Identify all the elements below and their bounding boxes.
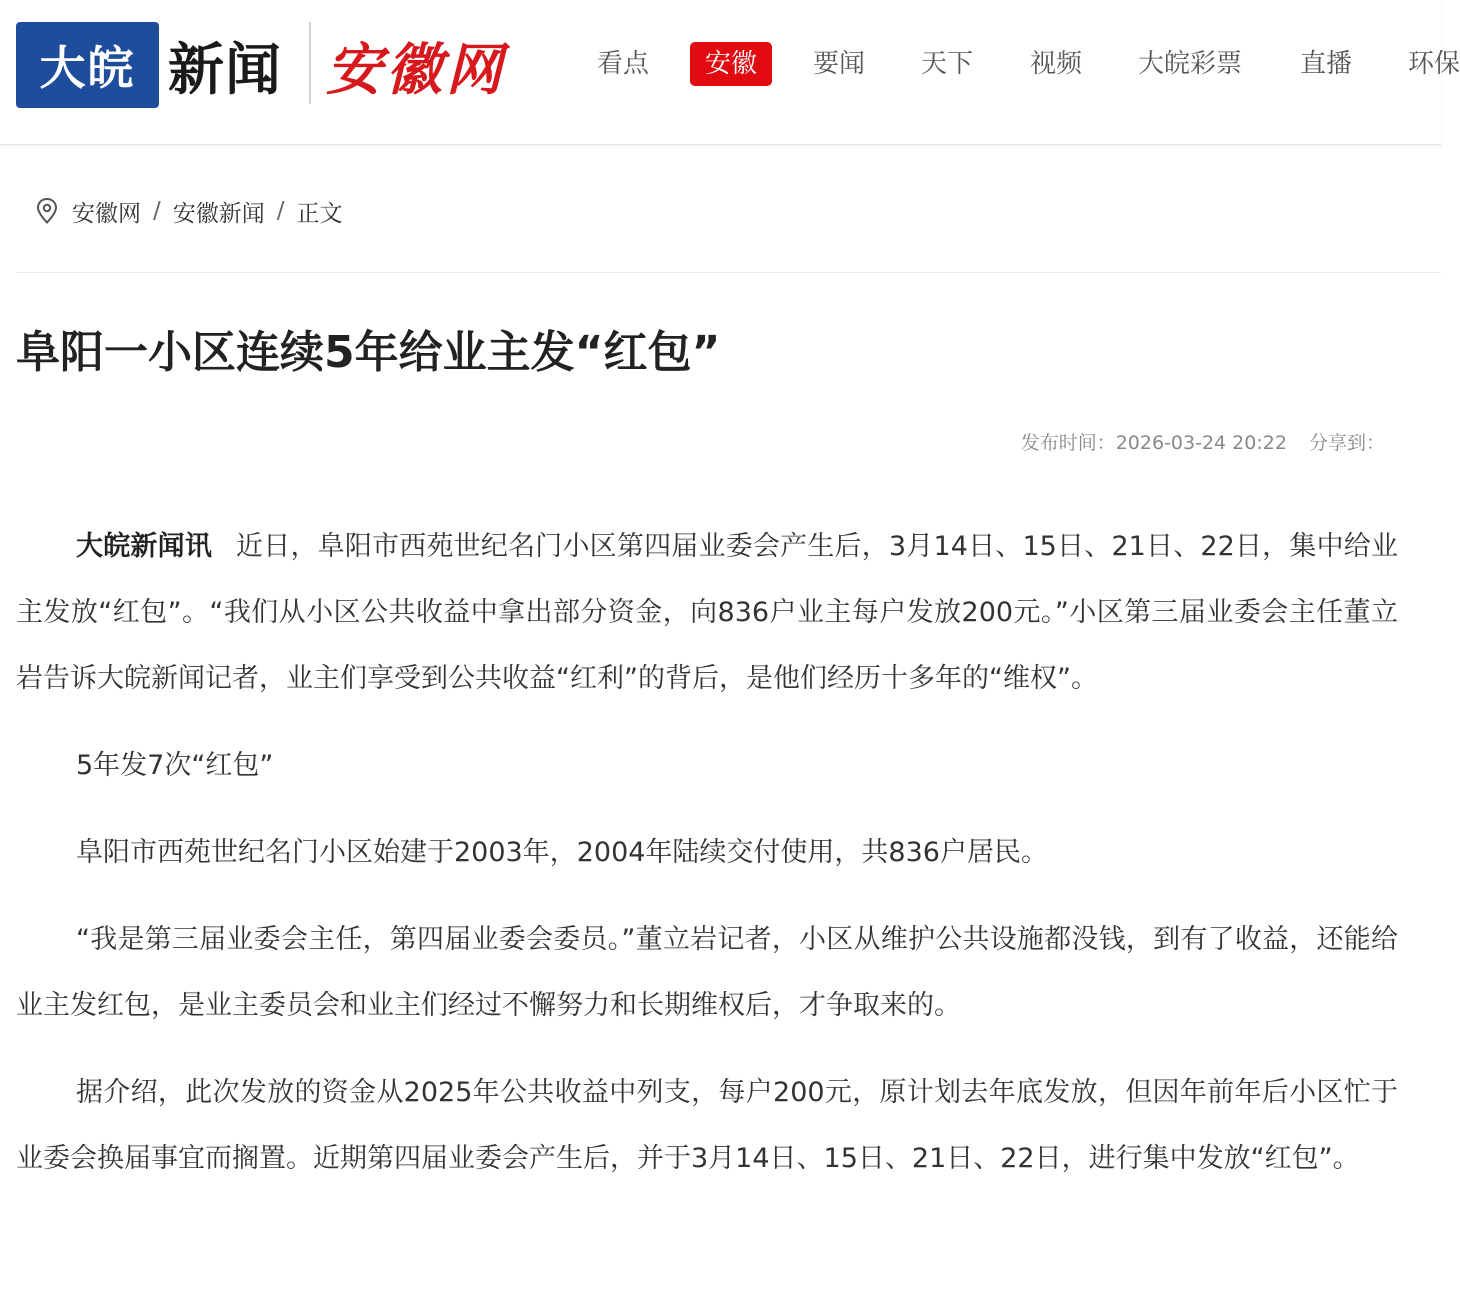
breadcrumb-home[interactable]: 安徽网 bbox=[72, 200, 141, 227]
location-pin-icon bbox=[36, 198, 58, 224]
paragraph-text: 近日，阜阳市西苑世纪名门小区第四届业委会产生后，3月14日、15日、21日、22日，集中给业主发放“红包”。“我们从小区公共收益中拿出部分资金，向836户业主每户发放200元。”小区第三届业委会主任董立岩告诉大皖新闻记者，业主们享受到公共收益“红利”的背后，是他们经历十多年的“维权”。 bbox=[16, 531, 1399, 694]
article-title: 阜阳一小区连续5年给业主发“红包” bbox=[16, 327, 721, 378]
nav-item-tianxia[interactable]: 天下 bbox=[921, 49, 974, 79]
nav-item-huanbao[interactable]: 环保 bbox=[1408, 49, 1460, 79]
breadcrumb-separator: / bbox=[153, 198, 161, 224]
article-paragraph: 阜阳市西苑世纪名门小区始建于2003年，2004年陆续交付使用，共836户居民。 bbox=[76, 837, 1048, 868]
publish-time: 发布时间：2026-03-24 20:22 bbox=[1020, 432, 1287, 454]
article-body bbox=[16, 514, 1398, 1213]
site-header bbox=[0, 0, 1460, 145]
nav-item-kandian[interactable]: 看点 bbox=[597, 49, 650, 79]
nav-item-lottery[interactable]: 大皖彩票 bbox=[1138, 49, 1243, 79]
dawan-logo[interactable]: 大皖 bbox=[16, 22, 159, 108]
breadcrumb bbox=[36, 194, 343, 228]
article-paragraph: 据介绍，此次发放的资金从2025年公共收益中列支，每户200元，原计划去年底发放，但因年前年后小区忙于业委会换届事宜而搁置。近期第四届业委会产生后，并于3月14日、15日、21日、22日，进行集中发放“红包”。 bbox=[16, 1077, 1398, 1174]
share-label: 分享到： bbox=[1308, 432, 1385, 454]
news-logo-text[interactable]: 新闻 bbox=[168, 38, 282, 103]
article-meta bbox=[1021, 428, 1385, 455]
article-paragraph: “我是第三届业委会主任，第四届业委会委员。”董立岩记者，小区从维护公共设施都没钱，到有了收益，还能给业主发红包，是业主委员会和业主们经过不懈努力和长期维权后，才争取来的。 bbox=[16, 924, 1398, 1021]
breadcrumb-separator: / bbox=[276, 198, 285, 224]
logo-divider bbox=[309, 22, 311, 104]
breadcrumb-anhui-news[interactable]: 安徽新闻 bbox=[172, 200, 265, 227]
anhui-net-logo[interactable]: 安徽网 bbox=[326, 37, 506, 103]
nav-item-live[interactable]: 直播 bbox=[1300, 49, 1353, 79]
nav-item-anhui[interactable]: 安徽 bbox=[690, 42, 772, 86]
article-paragraph bbox=[16, 514, 1398, 712]
nav-item-video[interactable]: 视频 bbox=[1030, 49, 1083, 79]
nav-item-yaowen[interactable]: 要闻 bbox=[813, 49, 866, 79]
breadcrumb-current: 正文 bbox=[296, 200, 343, 227]
article-subheading: 5年发7次“红包” bbox=[76, 750, 274, 781]
lead-source: 大皖新闻讯 bbox=[76, 531, 213, 562]
breadcrumb-divider bbox=[16, 272, 1441, 273]
